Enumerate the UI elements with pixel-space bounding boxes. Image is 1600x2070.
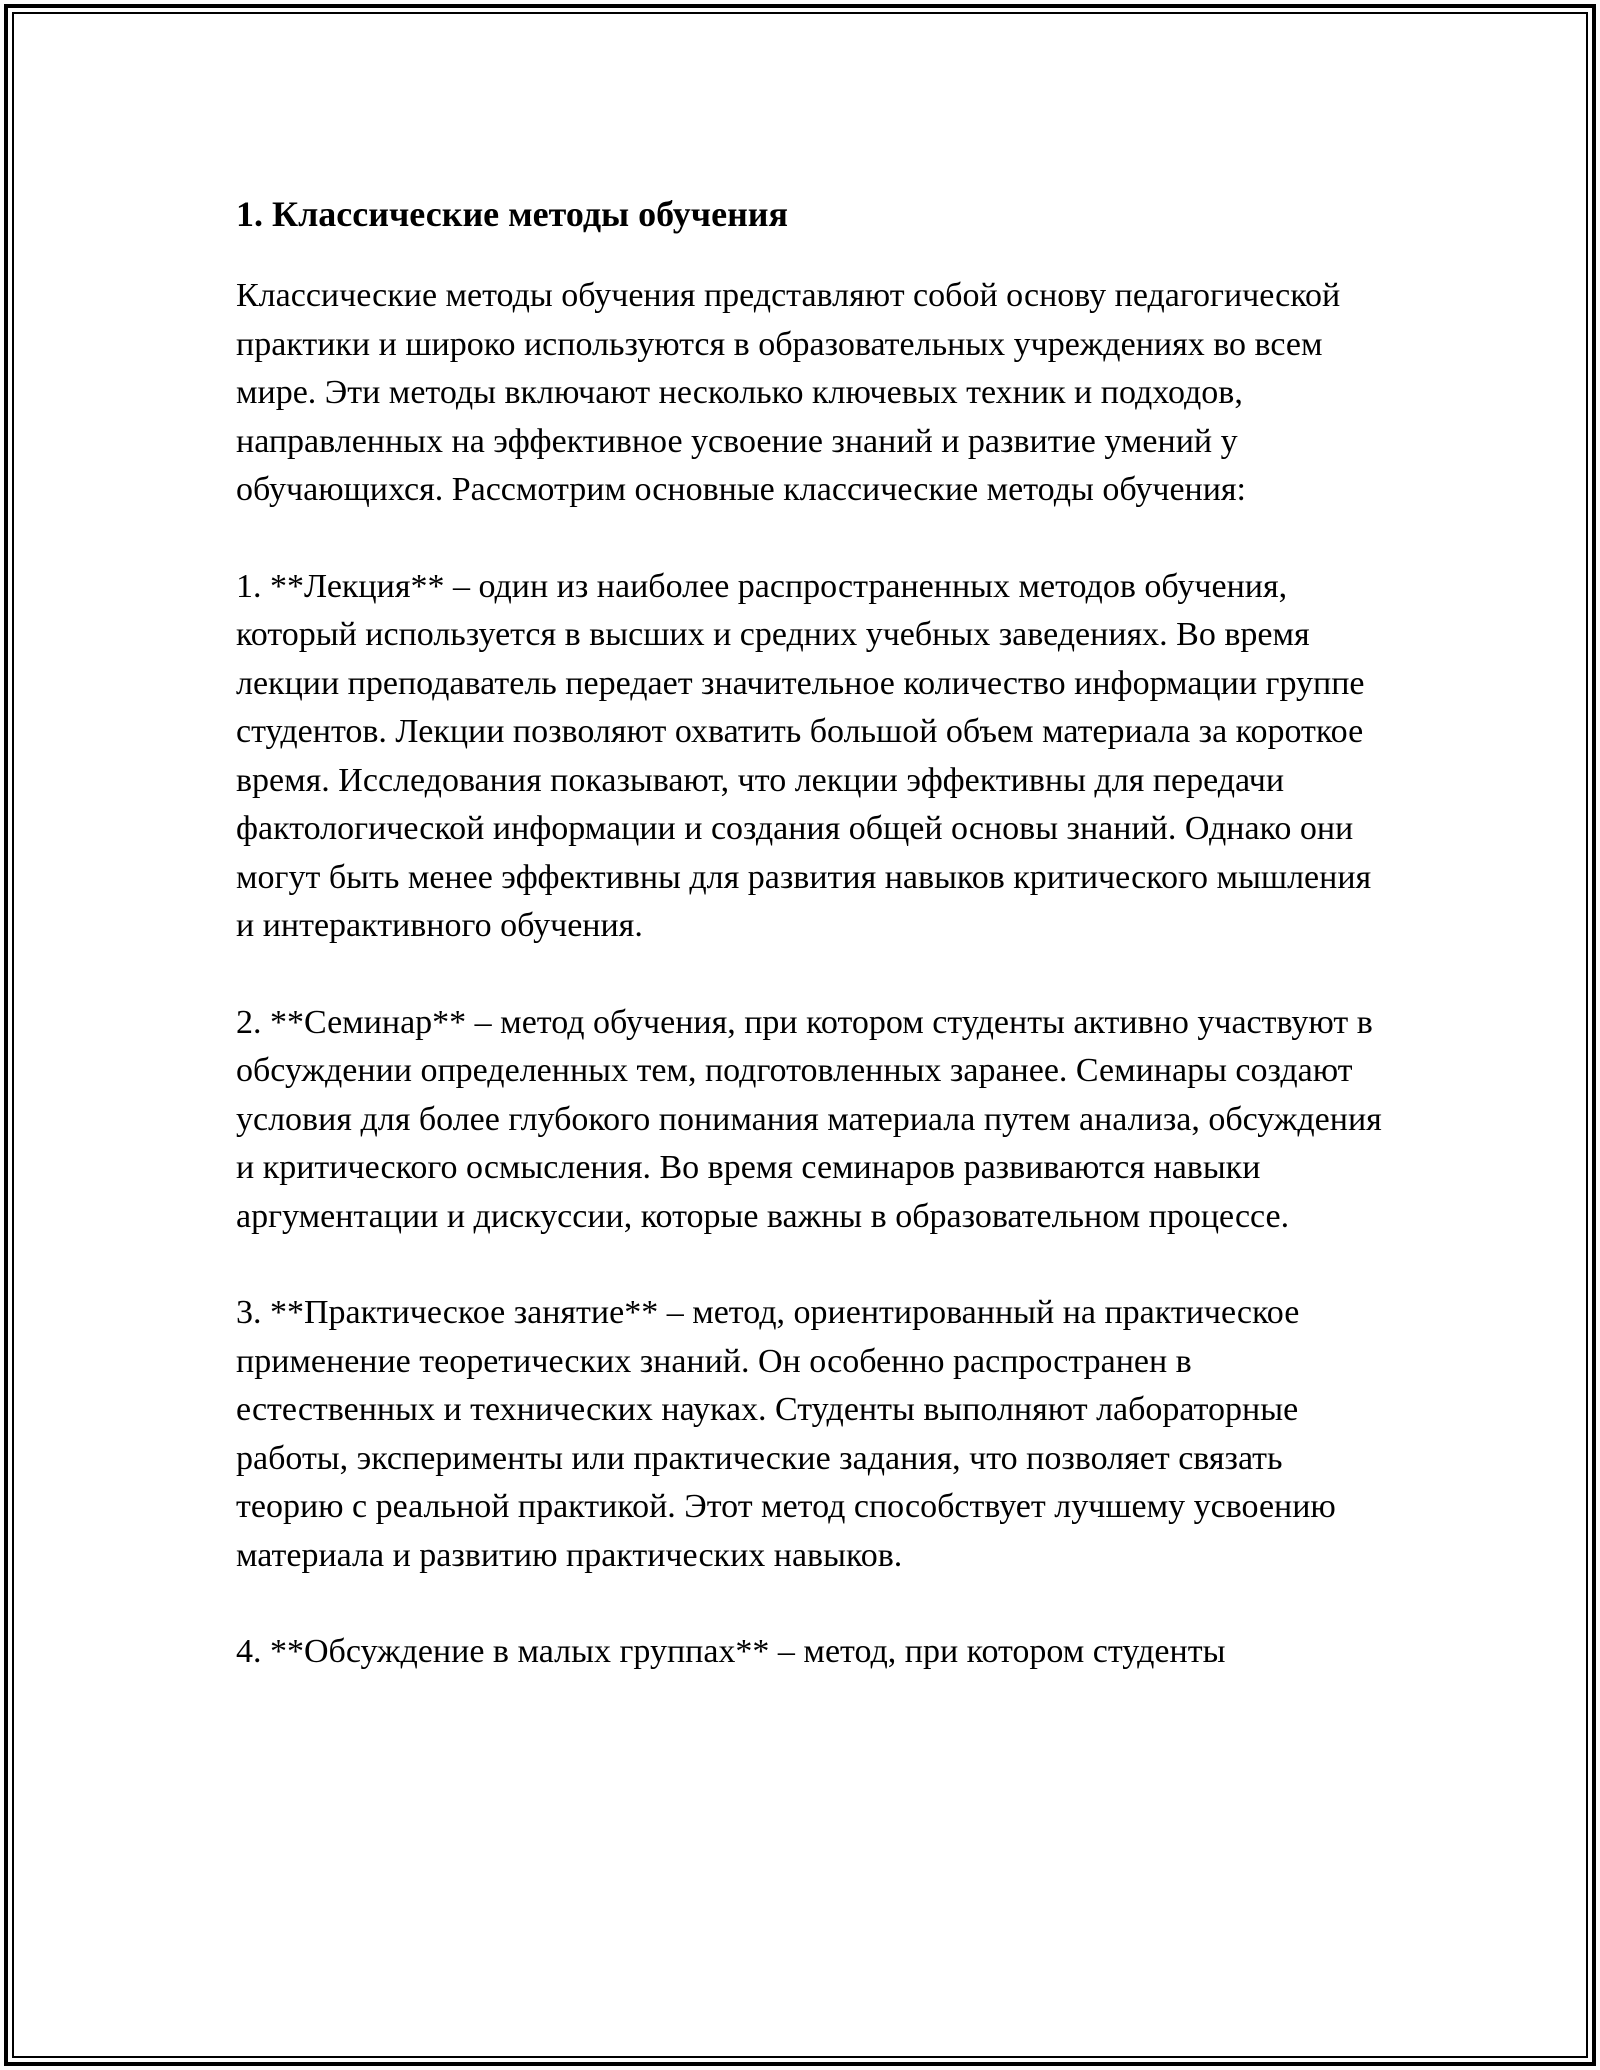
practical-class-paragraph: 3. **Практическое занятие** – метод, ориентированный на практическое применение теоретических знаний. Он особенно распространен в естественных и технических науках. Студенты выполняют лабораторные работы, эксперименты или практические задания, что позволяет связать теорию с реальной практикой. Этот метод способствует лучшему усвоению материала и развитию практических навыков.	[236, 1294, 1336, 1574]
section-heading: 1. Классические методы обучения	[236, 194, 789, 234]
lecture-paragraph: 1. **Лекция** – один из наиболее распространенных методов обучения, который используется в высших и средних учебных заведениях. Во время лекции преподаватель передает значительное количество информации группе студентов. Лекции позволяют охватить большой объем материала за короткое время. Исследования показывают, что лекции эффективны для передачи фактологической информации и создания общей основы знаний. Однако они могут быть менее эффективны для развития навыков критического мышления и интерактивного обучения.	[236, 567, 1372, 944]
small-group-discussion-paragraph: 4. **Обсуждение в малых группах** – метод, при котором студенты	[236, 1633, 1226, 1670]
intro-paragraph: Классические методы обучения представляют собой основу педагогической практики и широко используются в образовательных учреждениях во всем мире. Эти методы включают несколько ключевых техник и подходов, направленных на эффективное усвоение знаний и развитие умений у обучающихся. Рассмотрим основные классические методы обучения:	[236, 277, 1341, 508]
seminar-paragraph: 2. **Семинар** – метод обучения, при котором студенты активно участвуют в обсуждении определенных тем, подготовленных заранее. Семинары создают условия для более глубокого понимания материала путем анализа, обсуждения и критического осмысления. Во время семинаров развиваются навыки аргументации и дискуссии, которые важны в образовательном процессе.	[236, 1003, 1382, 1235]
document-body	[236, 188, 1396, 1725]
